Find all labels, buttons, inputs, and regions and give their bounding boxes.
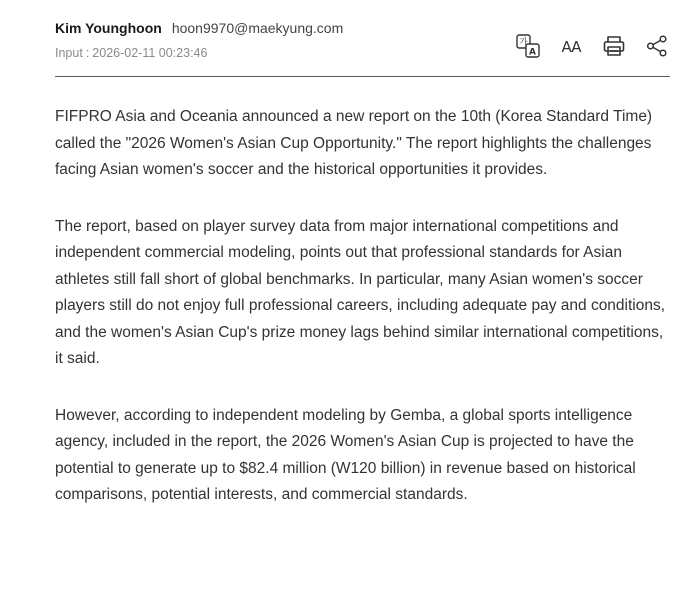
translate-glyph-korean: 가 [519,37,528,48]
article-paragraph: The report, based on player survey data from major international competitions and independent commercial modeling, points out that professional standards for Asian athletes still fall short of global benchmarks. In particular, many Asian women's soccer players still do not enjoy full professional careers, including adequate pay and conditions, and the women's Asian Cup's prize money lags behind similar international competitions, it said. [55,217,666,367]
font-size-glyph: AA [561,38,581,56]
font-size-icon [559,34,583,58]
print-button[interactable] [601,33,627,59]
author-email[interactable]: hoon9970@maekyung.com [171,20,344,36]
translate-button[interactable] [515,33,541,59]
input-separator: : [85,46,90,60]
share-icon [645,34,669,58]
article-byline [55,17,670,77]
author-row [55,17,343,39]
article-body [55,104,675,539]
author-name: Kim Younghoon [55,20,162,36]
input-label: Input [55,46,83,60]
publish-timestamp: 2026-02-11 00:23:46 [92,46,208,60]
printer-icon [602,34,626,58]
translate-glyph-latin: A [529,47,536,58]
article-toolbar [498,33,670,59]
publish-info [55,46,207,60]
article-paragraph: FIFPRO Asia and Oceania announced a new report on the 10th (Korea Standard Time) called the "2026 Women's Asian Cup Opportunity." The report highlights the challenges facing Asian women's soccer and the historical opportunities it provides. [55,108,653,178]
article-paragraph: However, according to independent modeling by Gemba, a global sports intelligence agency, included in the report, the 2026 Women's Asian Cup is projected to have the potential to generate up to $82.4 million (W120 billion) in revenue based on historical comparisons, potential interests, and commercial standards. [55,406,636,503]
share-button[interactable] [644,33,670,59]
font-size-button[interactable] [558,33,584,59]
translate-icon [516,34,540,58]
